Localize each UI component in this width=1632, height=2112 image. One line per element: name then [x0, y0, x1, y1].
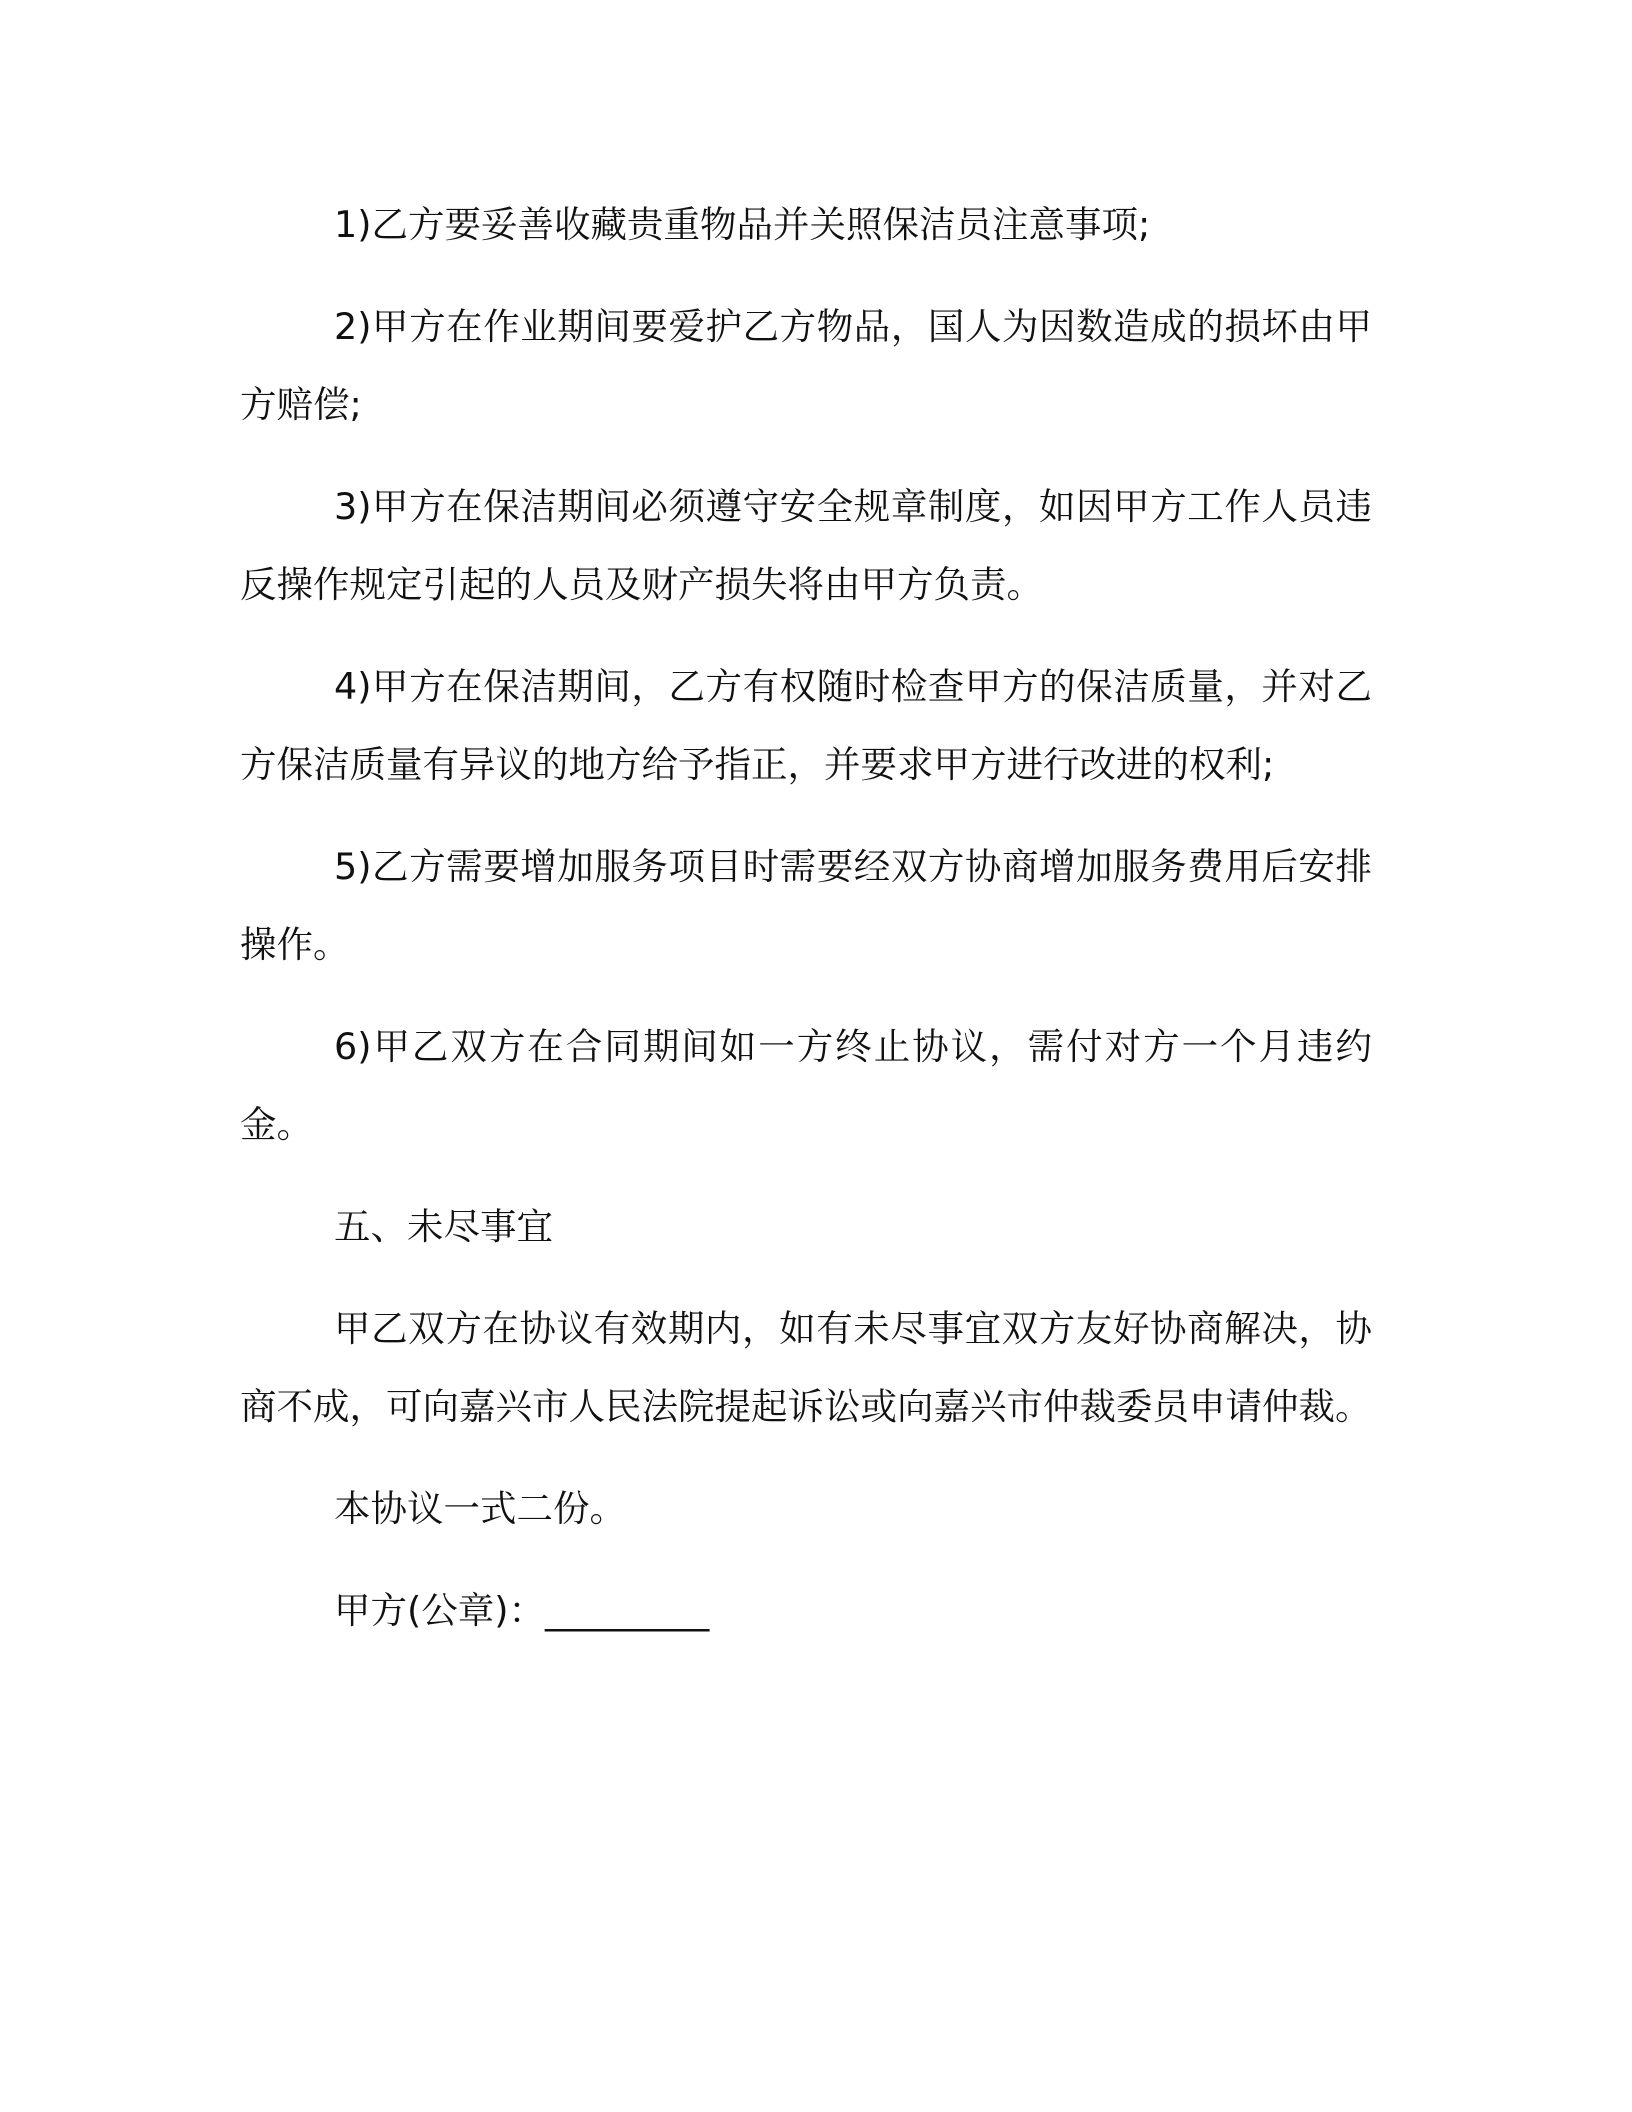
clause-2: 2)甲方在作业期间要爱护乙方物品，国人为因数造成的损坏由甲方赔偿; — [240, 305, 1372, 426]
clause-6: 6)甲乙双方在合同期间如一方终止协议，需付对方一个月违约金。 — [240, 1025, 1372, 1146]
clause-3: 3)甲方在保洁期间必须遵守安全规章制度，如因甲方工作人员违反操作规定引起的人员及财产损失将由甲方负责。 — [240, 485, 1372, 606]
clause-4: 4)甲方在保洁期间，乙方有权随时检查甲方的保洁质量，并对乙方保洁质量有异议的地方给予指正，并要求甲方进行改进的权利; — [240, 665, 1372, 786]
clause-5: 5)乙方需要增加服务项目时需要经双方协商增加服务费用后安排操作。 — [240, 845, 1372, 966]
copies-note: 本协议一式二份。 — [334, 1487, 626, 1530]
section-body: 甲乙双方在协议有效期内，如有未尽事宜双方友好协商解决，协商不成，可向嘉兴市人民法院提起诉讼或向嘉兴市仲裁委员申请仲裁。 — [240, 1307, 1372, 1428]
party-a-signature-line: 甲方(公章)：_________ — [334, 1589, 710, 1632]
document-body — [240, 186, 1372, 1650]
section-heading: 五、未尽事宜 — [334, 1205, 553, 1248]
clause-1: 1)乙方要妥善收藏贵重物品并关照保洁员注意事项; — [334, 203, 1151, 246]
